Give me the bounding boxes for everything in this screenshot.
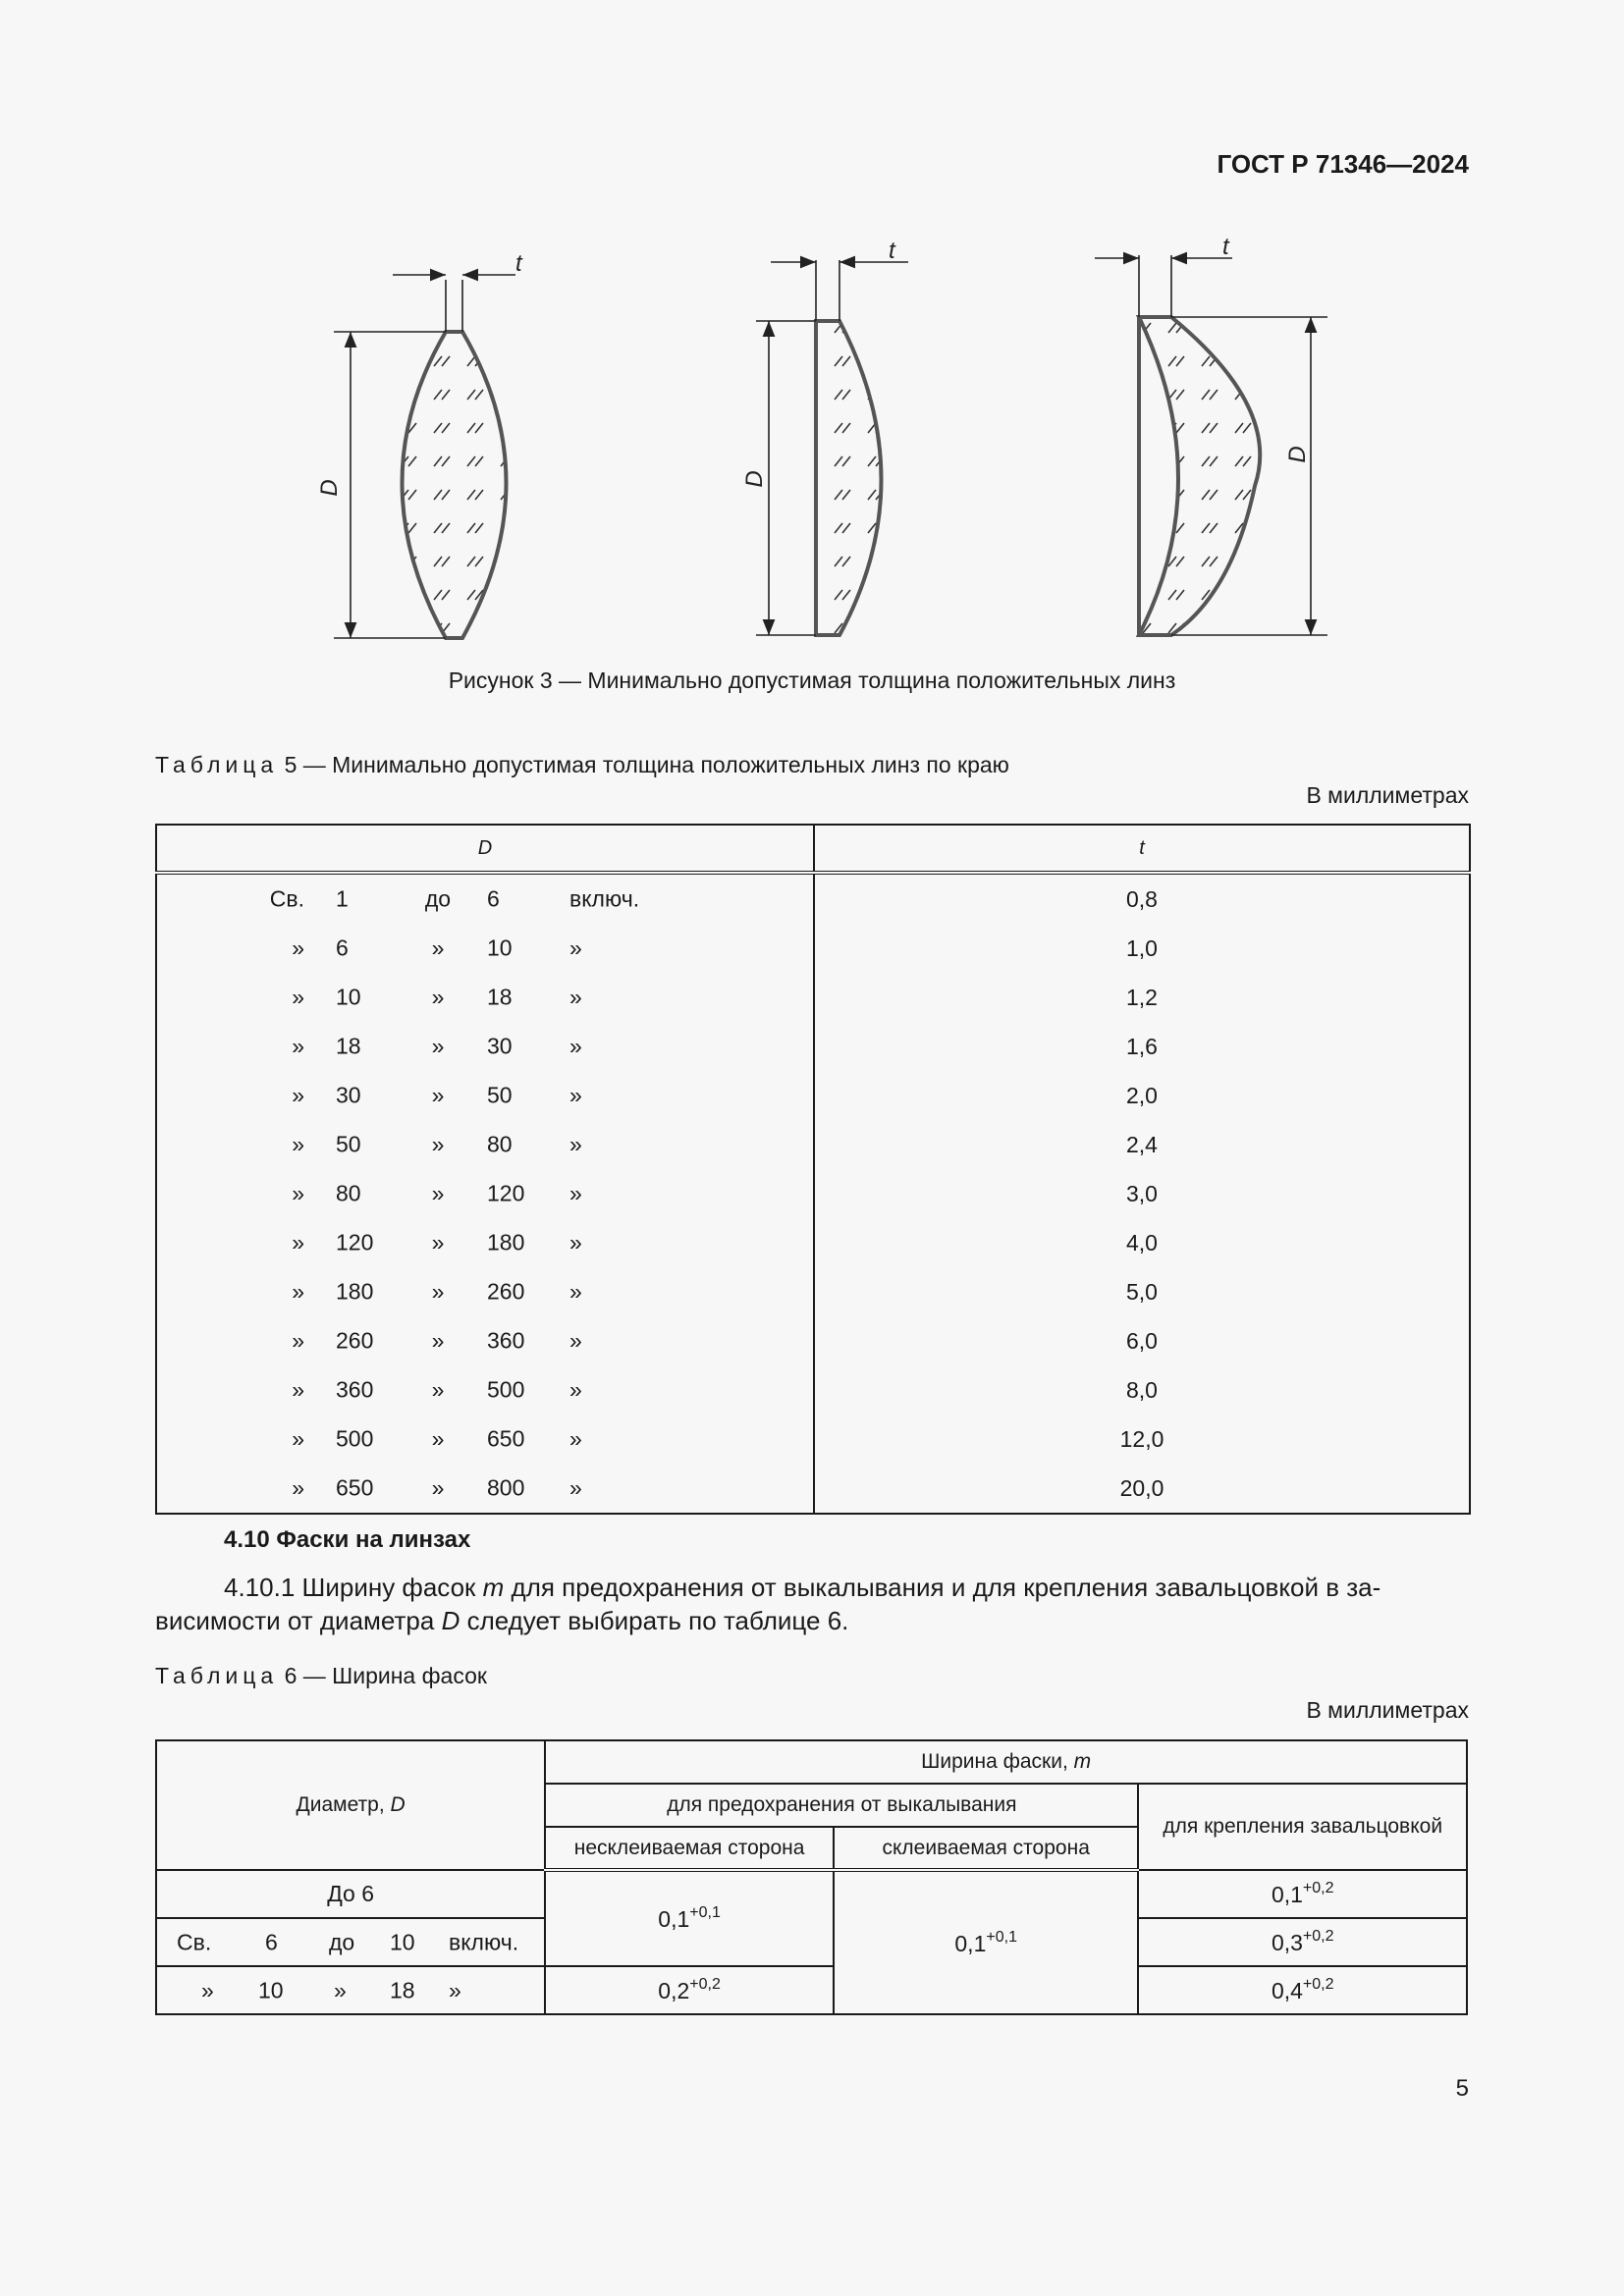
table-row: » 180 » 260 » 5,0	[156, 1267, 1470, 1316]
table-row: » 50 » 80 » 2,4	[156, 1120, 1470, 1169]
plano-convex-lens	[741, 238, 908, 635]
diameter-cell: » 10 » 18 »	[156, 1966, 545, 2014]
header-glued: склеиваемая сторона	[834, 1827, 1139, 1870]
table-6	[155, 1739, 1468, 2015]
glued-cell: $0,1^{+0,1}$	[834, 1870, 1139, 2014]
meniscus-lens	[1095, 234, 1327, 635]
table-row	[156, 1966, 1467, 2014]
page-number: 5	[1455, 2075, 1469, 2102]
fix-cell: $0,3^{+0,2}$	[1138, 1918, 1467, 1966]
table-row: » 80 » 120 » 3,0	[156, 1169, 1470, 1218]
fix-cell: $0,1^{+0,2}$	[1138, 1870, 1467, 1918]
table-row: » 18 » 30 » 1,6	[156, 1022, 1470, 1071]
document-header: ГОСТ Р 71346—2024	[1217, 149, 1469, 179]
section-title: 4.10 Фаски на линзах	[224, 1526, 471, 1553]
table-row: » 10 » 18 » 1,2	[156, 973, 1470, 1022]
table5-units: В миллиметрах	[1306, 782, 1469, 808]
table-row	[156, 1870, 1467, 1918]
svg-text:t: t	[889, 238, 895, 264]
table-row: » 650 » 800 » 20,0	[156, 1464, 1470, 1514]
table-row: » 120 » 180 » 4,0	[156, 1218, 1470, 1267]
figure-caption: Рисунок 3 — Минимально допустимая толщина положительных линз	[448, 667, 1176, 693]
svg-text:D: D	[741, 470, 768, 488]
header-diameter: Диаметр, D	[156, 1740, 545, 1870]
header-width: Ширина фаски, m	[545, 1740, 1467, 1784]
svg-text:t: t	[1222, 234, 1229, 260]
table-row: » 260 » 360 » 6,0	[156, 1316, 1470, 1365]
svg-text:D: D	[316, 479, 343, 497]
table-row: » 500 » 650 » 12,0	[156, 1415, 1470, 1464]
table-row: » 30 » 50 » 2,0	[156, 1071, 1470, 1120]
column-header-d: D	[156, 825, 814, 873]
table6-units: В миллиметрах	[1306, 1697, 1469, 1723]
diameter-cell: Св. 6 до 10 включ.	[156, 1918, 545, 1966]
table-row: Св. 1 до 6 включ. 0,8	[156, 873, 1470, 924]
unglued-cell: $0,1^{+0,1}$	[545, 1870, 834, 1966]
table-row: » 6 » 10 » 1,0	[156, 924, 1470, 973]
paragraph-4-10-1: 4.10.1 Ширину фасок m для предохранения от выкалывания и для крепления завальцовкой в за- висимости от диаметра D следует выбирать по таблице 6.	[155, 1573, 1381, 1635]
unglued-cell: $0,2^{+0,2}$	[545, 1966, 834, 2014]
svg-text:t: t	[515, 250, 522, 277]
fix-cell: $0,4^{+0,2}$	[1138, 1966, 1467, 2014]
header-fix: для крепления завальцовкой	[1138, 1784, 1467, 1870]
diameter-cell: До 6	[156, 1870, 545, 1918]
biconvex-lens	[316, 250, 523, 638]
table5-caption: Таблица 5 — Минимально допустимая толщина положительных линз по краю	[155, 752, 1009, 777]
lens-figure	[295, 234, 1335, 653]
svg-text:D: D	[1284, 446, 1311, 463]
table-5	[155, 824, 1471, 1515]
header-protect: для предохранения от выкалывания	[545, 1784, 1138, 1827]
column-header-t: t	[814, 825, 1470, 873]
header-unglued: несклеиваемая сторона	[545, 1827, 834, 1870]
table6-caption: Таблица 6 — Ширина фасок	[155, 1663, 487, 1688]
table-row: » 360 » 500 » 8,0	[156, 1365, 1470, 1415]
